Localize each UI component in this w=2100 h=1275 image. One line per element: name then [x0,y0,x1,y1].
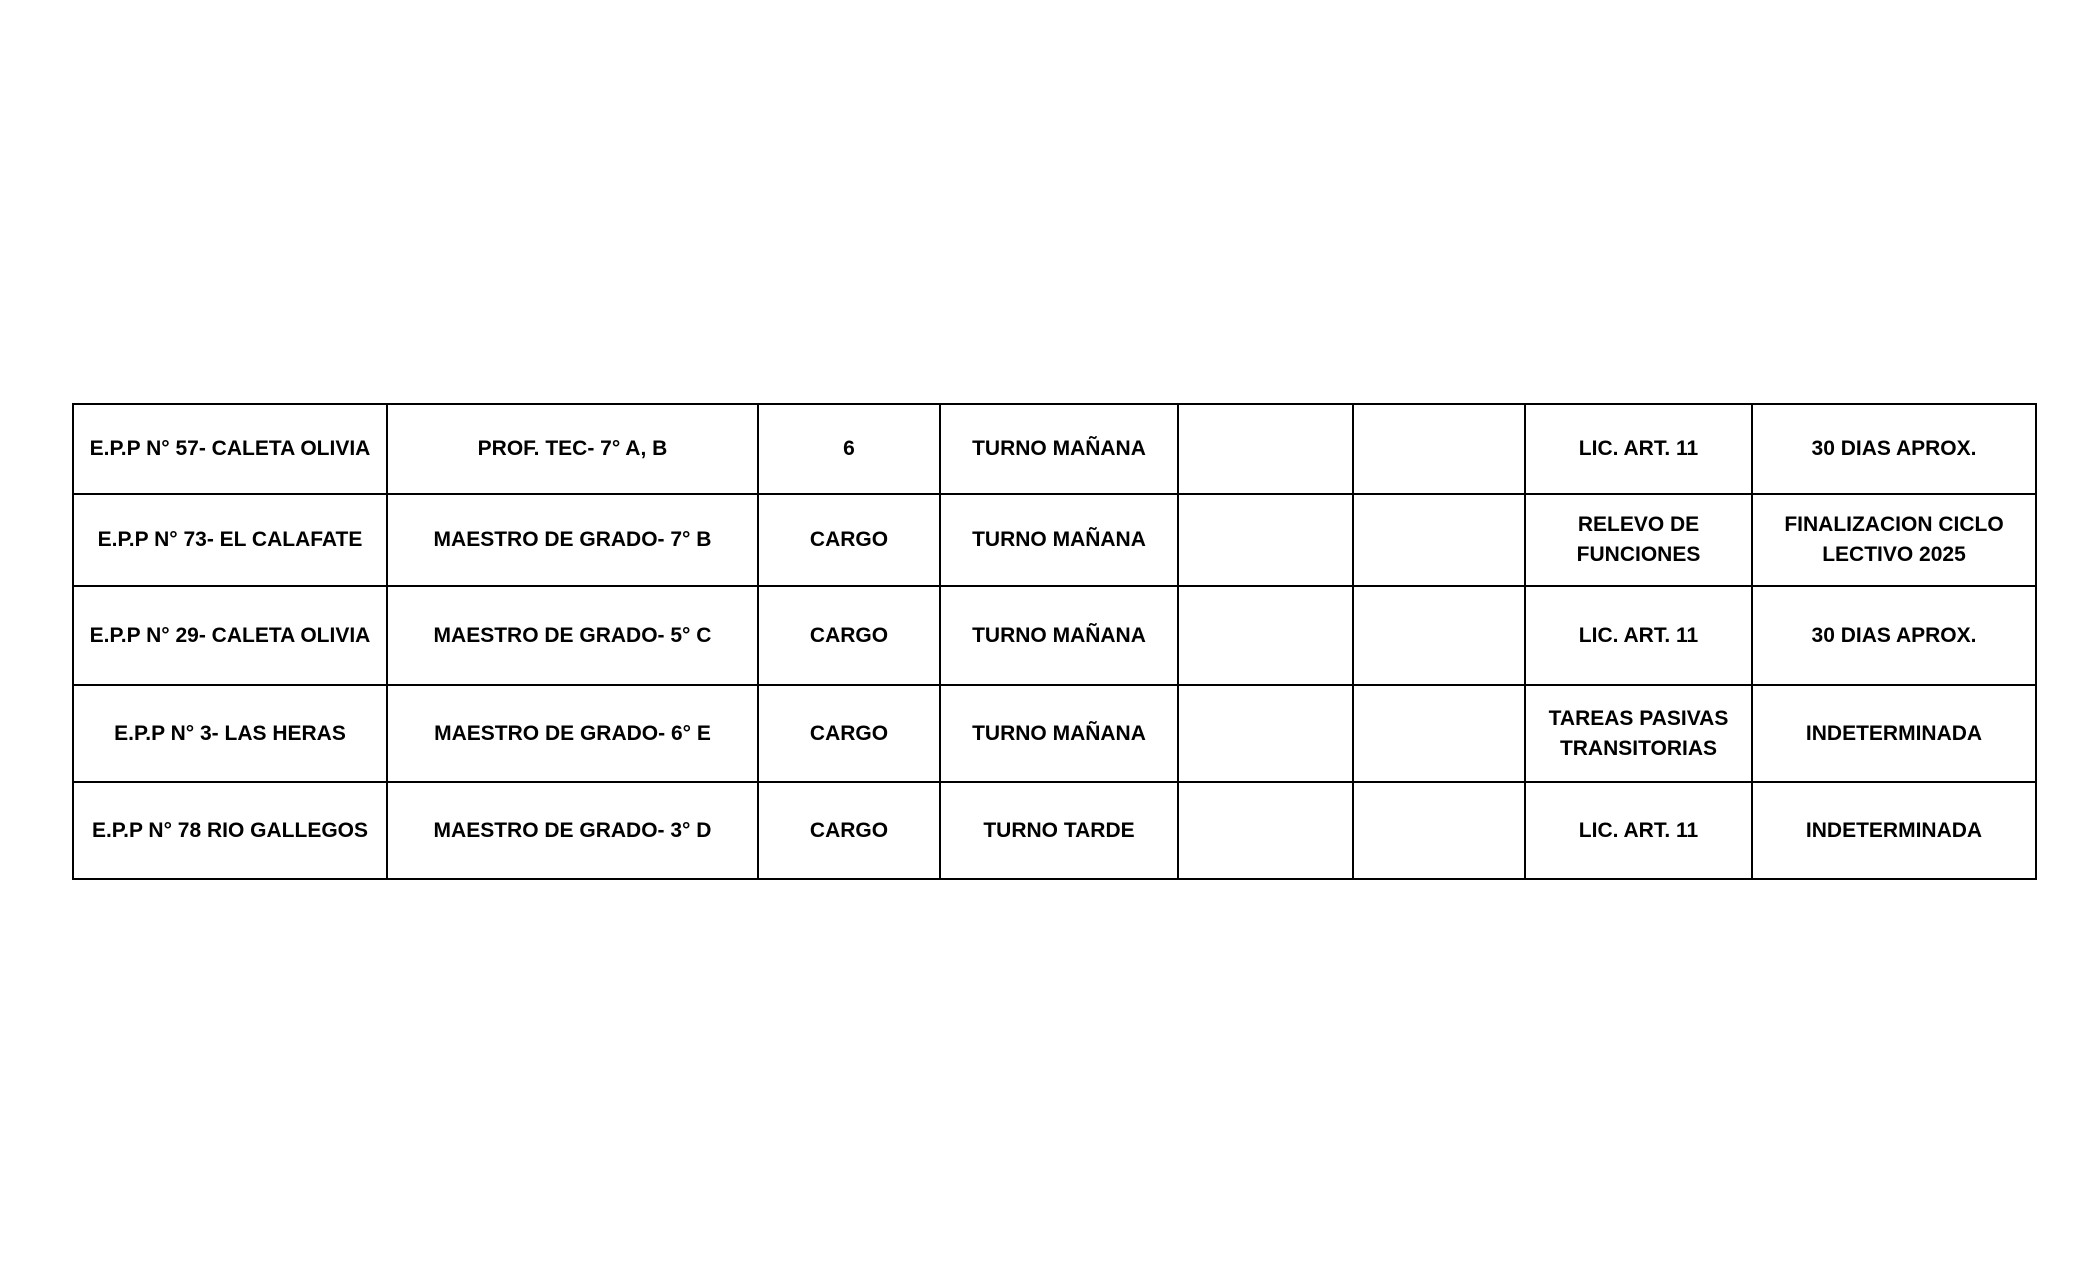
cell-reason: LIC. ART. 11 [1525,782,1752,879]
cell-empty-5 [1178,404,1353,494]
cell-hours: 6 [758,404,940,494]
cell-duration: 30 DIAS APROX. [1752,586,2036,685]
cell-shift: TURNO MAÑANA [940,685,1178,782]
cell-position: MAESTRO DE GRADO- 5° C [387,586,758,685]
cell-position: MAESTRO DE GRADO- 7° B [387,494,758,586]
cell-position: PROF. TEC- 7° A, B [387,404,758,494]
cell-school: E.P.P N° 29- CALETA OLIVIA [73,586,387,685]
cell-reason: TAREAS PASIVAS TRANSITORIAS [1525,685,1752,782]
table-row [73,782,2036,879]
cell-position: MAESTRO DE GRADO- 6° E [387,685,758,782]
cell-reason: LIC. ART. 11 [1525,404,1752,494]
cell-hours: CARGO [758,782,940,879]
cell-school: E.P.P N° 78 RIO GALLEGOS [73,782,387,879]
cell-empty-6 [1353,685,1525,782]
cell-empty-6 [1353,404,1525,494]
cell-school: E.P.P N° 3- LAS HERAS [73,685,387,782]
cell-reason: LIC. ART. 11 [1525,586,1752,685]
cell-shift: TURNO MAÑANA [940,404,1178,494]
cell-duration: 30 DIAS APROX. [1752,404,2036,494]
cell-empty-6 [1353,586,1525,685]
cell-shift: TURNO MAÑANA [940,586,1178,685]
cell-empty-5 [1178,685,1353,782]
table-row [73,494,2036,586]
cell-empty-6 [1353,494,1525,586]
cell-shift: TURNO TARDE [940,782,1178,879]
cell-school: E.P.P N° 57- CALETA OLIVIA [73,404,387,494]
cell-shift: TURNO MAÑANA [940,494,1178,586]
cell-duration: INDETERMINADA [1752,782,2036,879]
table-row [73,685,2036,782]
cell-hours: CARGO [758,494,940,586]
cell-duration: FINALIZACION CICLO LECTIVO 2025 [1752,494,2036,586]
cell-empty-5 [1178,494,1353,586]
table-row [73,586,2036,685]
vacancies-table [72,403,2037,880]
cell-empty-5 [1178,782,1353,879]
cell-school: E.P.P N° 73- EL CALAFATE [73,494,387,586]
cell-hours: CARGO [758,685,940,782]
cell-empty-5 [1178,586,1353,685]
cell-position: MAESTRO DE GRADO- 3° D [387,782,758,879]
table-row [73,404,2036,494]
cell-hours: CARGO [758,586,940,685]
cell-reason: RELEVO DE FUNCIONES [1525,494,1752,586]
cell-duration: INDETERMINADA [1752,685,2036,782]
cell-empty-6 [1353,782,1525,879]
